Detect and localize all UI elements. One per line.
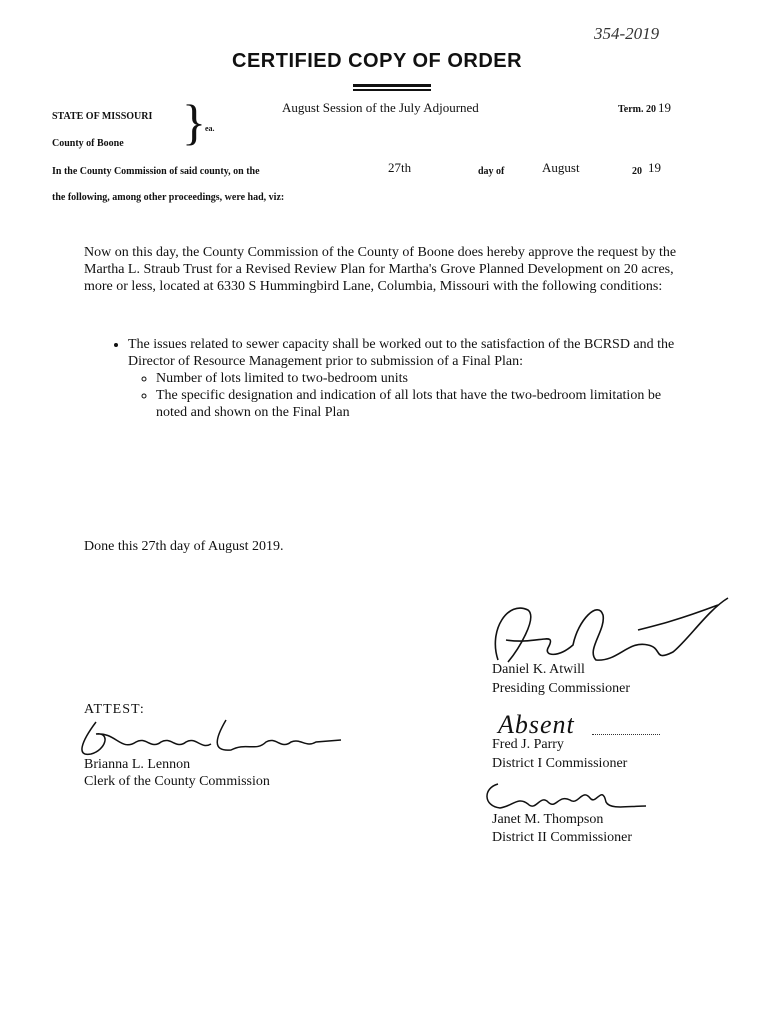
atwill-title: Presiding Commissioner xyxy=(492,681,631,696)
term-year: 19 xyxy=(658,100,671,115)
parry-absent-mark: Absent xyxy=(498,710,575,739)
county-label: County of Boone xyxy=(52,138,124,149)
year-value: 19 xyxy=(648,160,661,175)
order-paragraph: Now on this day, the County Commission of the County of Boone does hereby approve the request by the Martha L. Straub Trust for a Revised Review Plan for Martha's Grove Planned Development on 20 acres, more or less, located at 6330 S Hummingbird Lane, Columbia, Missouri with the following conditions: xyxy=(84,245,677,294)
session-text: August Session of the July Adjourned xyxy=(282,100,479,115)
parry-signature-line xyxy=(592,734,660,735)
lennon-title: Clerk of the County Commission xyxy=(84,774,270,789)
month-value: August xyxy=(542,160,580,175)
brace-symbol: } xyxy=(182,94,206,150)
term-label: Term. 20 xyxy=(618,104,656,115)
lennon-name: Brianna L. Lennon xyxy=(84,757,191,772)
title-underline xyxy=(353,84,431,87)
sub-condition-item: ◦ The specific designation and indication of all lots that have the two-bedroom limitation be noted and shown on the Final Plan xyxy=(156,387,682,421)
day-value: 27th xyxy=(388,160,412,175)
attest-label: ATTEST: xyxy=(84,702,145,717)
atwill-signature-image xyxy=(478,590,738,670)
document-title: CERTIFIED COPY OF ORDER xyxy=(232,50,523,72)
thompson-title: District II Commissioner xyxy=(492,830,632,845)
order-number: 354-2019 xyxy=(594,24,660,43)
parry-name: Fred J. Parry xyxy=(492,737,564,752)
parry-title: District I Commissioner xyxy=(492,756,628,771)
state-label: STATE OF MISSOURI xyxy=(52,111,153,122)
year-prefix: 20 xyxy=(632,166,642,177)
condition-text: The issues related to sewer capacity shall be worked out to the satisfaction of the BCRSD and the Director of Resource Management prior to submission of a Final Plan: xyxy=(128,337,675,369)
title-underline-2 xyxy=(353,89,431,91)
lennon-signature-image xyxy=(66,712,346,762)
commission-line: In the County Commission of said county, on the xyxy=(52,166,260,177)
sub-condition-item: ◦ Number of lots limited to two-bedroom units xyxy=(156,370,682,387)
ss-label: ea. xyxy=(205,124,215,133)
proceedings-line: the following, among other proceedings, were had, viz: xyxy=(52,192,285,203)
done-line: Done this 27th day of August 2019. xyxy=(84,539,284,554)
thompson-name: Janet M. Thompson xyxy=(492,812,604,827)
atwill-name: Daniel K. Atwill xyxy=(492,662,585,677)
day-of-label: day of xyxy=(478,166,505,177)
thompson-signature-image xyxy=(478,776,658,816)
condition-item xyxy=(128,336,682,421)
conditions-list xyxy=(112,336,682,421)
